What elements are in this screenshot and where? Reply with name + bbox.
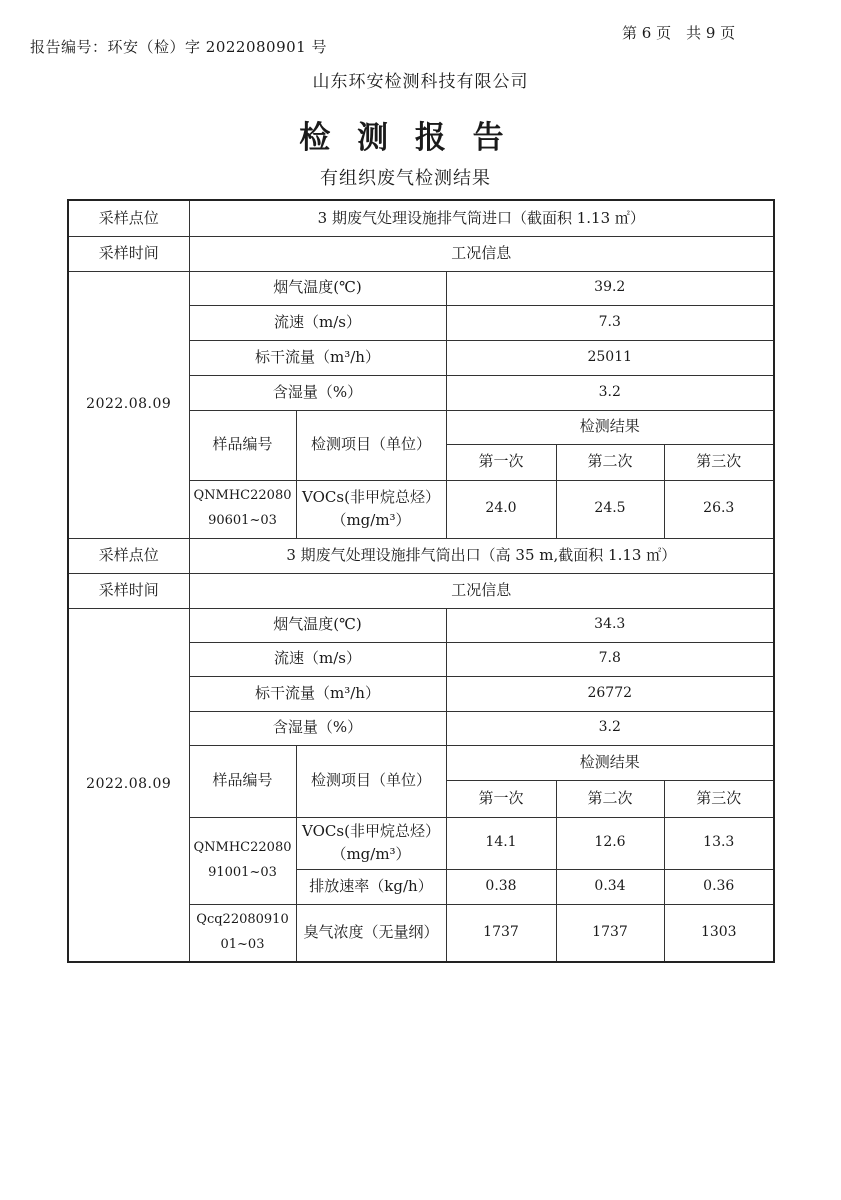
run1-header: 第一次	[446, 780, 556, 817]
result-value: 1737	[446, 904, 556, 962]
run2-header: 第二次	[556, 444, 664, 480]
inlet-date: 2022.08.09	[68, 271, 189, 538]
inlet-std-dry-flow: 25011	[446, 340, 774, 375]
outlet-std-dry-flow: 26772	[446, 676, 774, 711]
table-row	[68, 271, 774, 305]
result-value: 0.36	[664, 869, 774, 904]
inlet-flow-velocity: 7.3	[446, 305, 774, 340]
inlet-sampling-point: 3 期废气处理设施排气筒进口（截面积 1.13 ㎡）	[189, 200, 774, 236]
detection-result-header: 检测结果	[446, 745, 774, 780]
test-item-header: 检测项目（单位）	[296, 410, 446, 480]
sampling-point-label: 采样点位	[68, 538, 189, 573]
table-row	[68, 608, 774, 642]
sample-id: Qcq2208091001~03	[189, 904, 296, 962]
results-table	[67, 199, 775, 963]
table-row	[68, 236, 774, 271]
result-value: 24.0	[446, 480, 556, 538]
result-value: 24.5	[556, 480, 664, 538]
outlet-date: 2022.08.09	[68, 608, 189, 962]
result-value: 14.1	[446, 817, 556, 869]
outlet-flow-velocity: 7.8	[446, 642, 774, 676]
sample-id: QNMHC2208091001~03	[189, 817, 296, 904]
flow-velocity-label: 流速（m/s）	[189, 642, 446, 676]
outlet-sampling-point: 3 期废气处理设施排气筒出口（高 35 m,截面积 1.13 ㎡）	[189, 538, 774, 573]
report-subtitle: 有组织废气检测结果	[320, 168, 491, 189]
test-item: 排放速率（kg/h）	[296, 869, 446, 904]
result-value: 1303	[664, 904, 774, 962]
result-value: 0.38	[446, 869, 556, 904]
flue-temp-label: 烟气温度(℃)	[189, 608, 446, 642]
test-item: VOCs(非甲烷总烃）（mg/m³）	[296, 817, 446, 869]
run3-header: 第三次	[664, 444, 774, 480]
moisture-label: 含湿量（%）	[189, 711, 446, 745]
table-row	[68, 538, 774, 573]
test-item: 臭气浓度（无量纲）	[296, 904, 446, 962]
std-dry-flow-label: 标干流量（m³/h）	[189, 340, 446, 375]
result-value: 12.6	[556, 817, 664, 869]
sample-no-header: 样品编号	[189, 745, 296, 817]
outlet-moisture: 3.2	[446, 711, 774, 745]
page-number: 第 6 页 共 9 页	[622, 24, 736, 42]
sampling-time-label: 采样时间	[68, 573, 189, 608]
run3-header: 第三次	[664, 780, 774, 817]
condition-info-label: 工况信息	[189, 236, 774, 271]
result-value: 0.34	[556, 869, 664, 904]
outlet-flue-temp: 34.3	[446, 608, 774, 642]
sampling-time-label: 采样时间	[68, 236, 189, 271]
result-value: 13.3	[664, 817, 774, 869]
inlet-moisture: 3.2	[446, 375, 774, 410]
sample-no-header: 样品编号	[189, 410, 296, 480]
sampling-point-label: 采样点位	[68, 200, 189, 236]
std-dry-flow-label: 标干流量（m³/h）	[189, 676, 446, 711]
report-title: 检 测 报 告	[299, 120, 512, 156]
flow-velocity-label: 流速（m/s）	[189, 305, 446, 340]
sample-id: QNMHC2208090601~03	[189, 480, 296, 538]
run1-header: 第一次	[446, 444, 556, 480]
result-value: 26.3	[664, 480, 774, 538]
table-row	[68, 200, 774, 236]
company-name: 山东环安检测科技有限公司	[312, 72, 529, 92]
moisture-label: 含湿量（%）	[189, 375, 446, 410]
report-number: 报告编号：环安（检）字 2022080901 号	[30, 38, 327, 56]
table-row	[68, 573, 774, 608]
run2-header: 第二次	[556, 780, 664, 817]
flue-temp-label: 烟气温度(℃)	[189, 271, 446, 305]
result-value: 1737	[556, 904, 664, 962]
condition-info-label: 工况信息	[189, 573, 774, 608]
test-item-header: 检测项目（单位）	[296, 745, 446, 817]
detection-result-header: 检测结果	[446, 410, 774, 444]
inlet-flue-temp: 39.2	[446, 271, 774, 305]
test-item: VOCs(非甲烷总烃）（mg/m³）	[296, 480, 446, 538]
